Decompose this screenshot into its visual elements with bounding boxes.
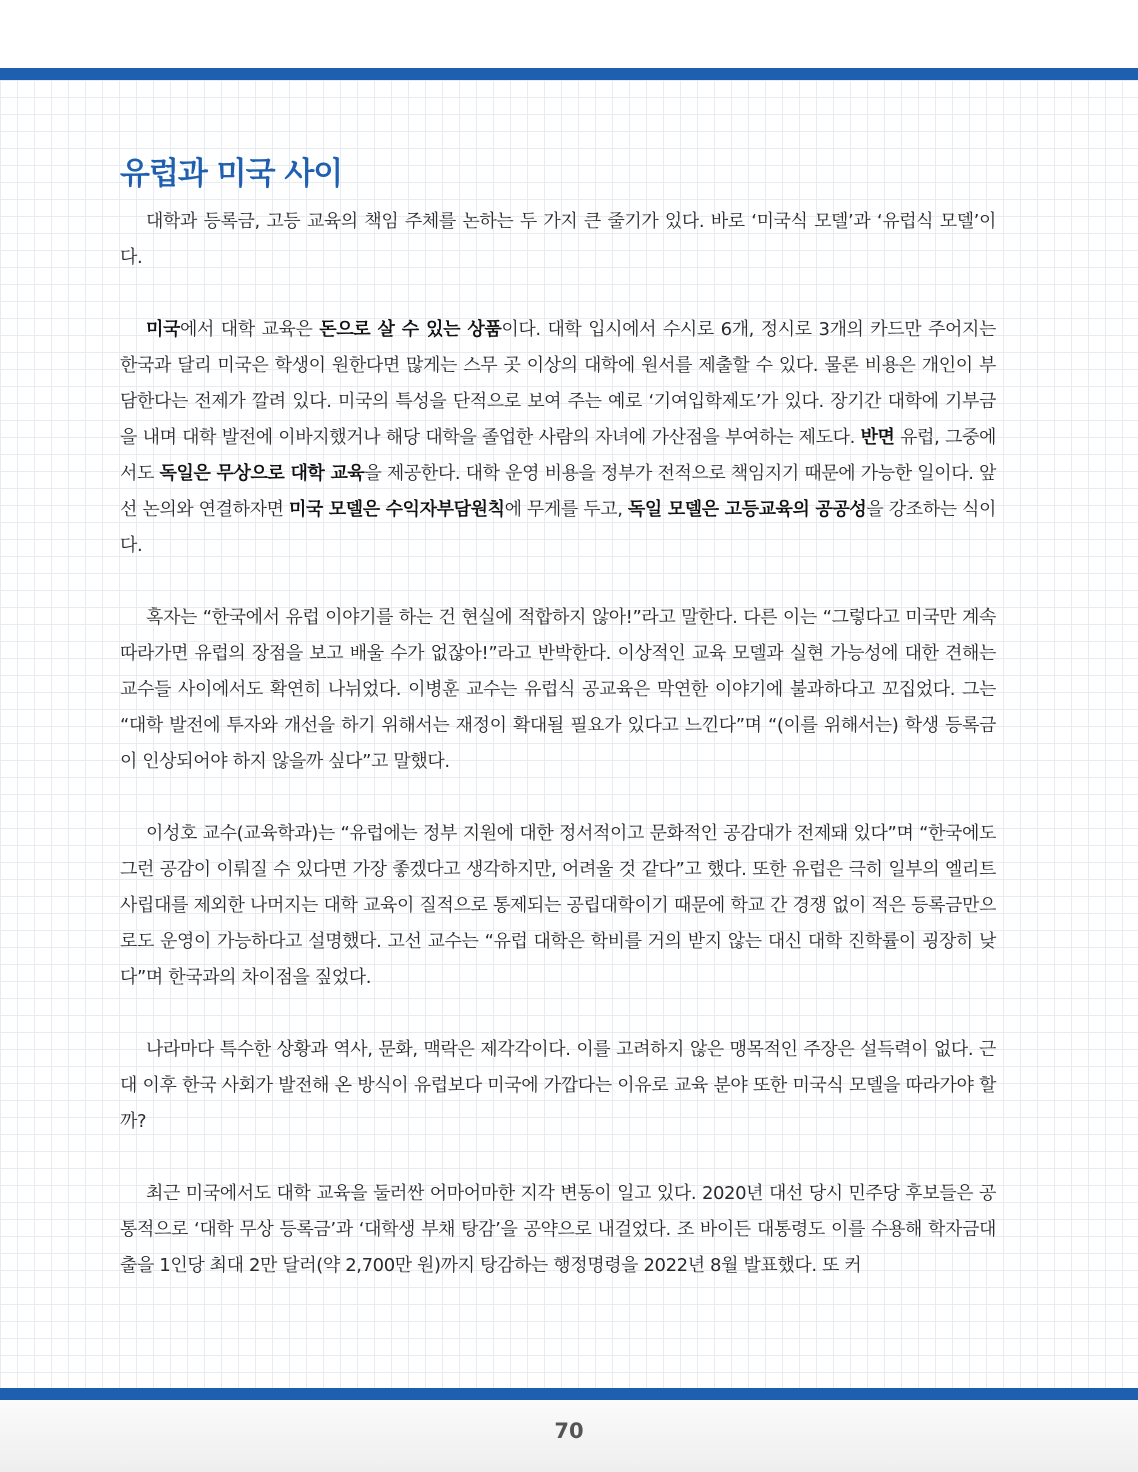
paragraph	[120, 1176, 996, 1284]
section-title: 유럽과 미국 사이	[120, 156, 343, 192]
bold-text: 반면	[860, 427, 895, 448]
paragraph	[120, 204, 996, 276]
bottom-accent-bar	[0, 1388, 1138, 1400]
bold-text: 미국	[146, 319, 180, 340]
bold-text: 독일은 무상으로 대학 교육	[159, 463, 365, 484]
bold-text: 돈으로 살 수 있는 상품	[319, 319, 502, 340]
paragraph-list	[120, 204, 996, 1284]
page-number: 70	[554, 1419, 584, 1443]
text-run: 에서 대학 교육은	[179, 319, 320, 340]
top-accent-bar	[0, 68, 1138, 80]
text-run: 혹자는 “한국에서 유럽 이야기를 하는 건 현실에 적합하지 않아!”라고 말한다. 다른 이는 “그렇다고 미국만 계속 따라가면 유럽의 장점을 보고 배울 수가 없잖아!”라고 반박한다. 이상적인 교육 모델과 실현 가능성에 대한 견해는 교수들 사이에서도 확연히 나뉘었다. 이병훈 교수는 유럽식 공교육은 막연한 이야기에 불과하다고 꼬집었다. 그는 “대학 발전에 투자와 개선을 하기 위해서는 재정이 확대될 필요가 있다고 느낀다”며 “(이를 위해서는) 학생 등록금이 인상되어야 하지 않을까 싶다”고 말했다.	[120, 607, 996, 772]
paragraph	[120, 312, 996, 564]
top-margin	[0, 0, 1138, 68]
bold-text: 미국 모델은 수익자부담원칙	[288, 499, 505, 520]
text-run: 에 무게를 두고,	[504, 499, 628, 520]
article-body	[120, 154, 996, 1320]
text-run: 을 제공한다. 대학 운영 비용을 정부가 전적으로 책임지기 때문에 가능한 일이다. 앞선 논의와 연결하자면	[120, 463, 996, 520]
text-run: 최근 미국에서도 대학 교육을 둘러싼 어마어마한 지각 변동이 일고 있다. 2020년 대선 당시 민주당 후보들은 공통적으로 ‘대학 무상 등록금’과 ‘대학생 부채 탕감’을 공약으로 내걸었다. 조 바이든 대통령도 이를 수용해 학자금대출을 1인당 최대 2만 달러(약 2,700만 원)까지 탕감하는 행정명령을 2022년 8월 발표했다. 또 커	[120, 1183, 996, 1276]
text-run: 이다. 대학 입시에서 수시로 6개, 정시로 3개의 카드만 주어지는 한국과 달리 미국은 학생이 원한다면 많게는 스무 곳 이상의 대학에 원서를 제출할 수 있다. 물론 비용은 개인이 부담한다는 전제가 깔려 있다. 미국의 특성을 단적으로 보여 주는 예로 ‘기여입학제도’가 있다. 장기간 대학에 기부금을 내며 대학 발전에 이바지했거나 해당 대학을 졸업한 사람의 자녀에 가산점을 부여하는 제도다.	[120, 319, 996, 448]
bold-text: 독일 모델은 고등교육의 공공성	[627, 499, 867, 520]
text-run: 유럽, 그중에서도	[120, 427, 996, 484]
paragraph	[120, 600, 996, 780]
text-run: 대학과 등록금, 고등 교육의 책임 주체를 논하는 두 가지 큰 줄기가 있다. 바로 ‘미국식 모델’과 ‘유럽식 모델’이다.	[120, 211, 996, 268]
text-run: 이성호 교수(교육학과)는 “유럽에는 정부 지원에 대한 정서적이고 문화적인 공감대가 전제돼 있다”며 “한국에도 그런 공감이 이뤄질 수 있다면 가장 좋겠다고 생각하지만, 어려울 것 같다”고 했다. 또한 유럽은 극히 일부의 엘리트 사립대를 제외한 나머지는 대학 교육이 질적으로 통제되는 공립대학이기 때문에 학교 간 경쟁 없이 적은 등록금만으로도 운영이 가능하다고 설명했다. 고선 교수는 “유럽 대학은 학비를 거의 받지 않는 대신 대학 진학률이 굉장히 낮다”며 한국과의 차이점을 짚었다.	[120, 823, 996, 988]
paragraph	[120, 816, 996, 996]
text-run: 나라마다 특수한 상황과 역사, 문화, 맥락은 제각각이다. 이를 고려하지 않은 맹목적인 주장은 설득력이 없다. 근대 이후 한국 사회가 발전해 온 방식이 유럽보다 미국에 가깝다는 이유로 교육 분야 또한 미국식 모델을 따라가야 할까?	[120, 1039, 996, 1132]
paragraph	[120, 1032, 996, 1140]
text-run: 을 강조하는 식이다.	[120, 499, 996, 556]
